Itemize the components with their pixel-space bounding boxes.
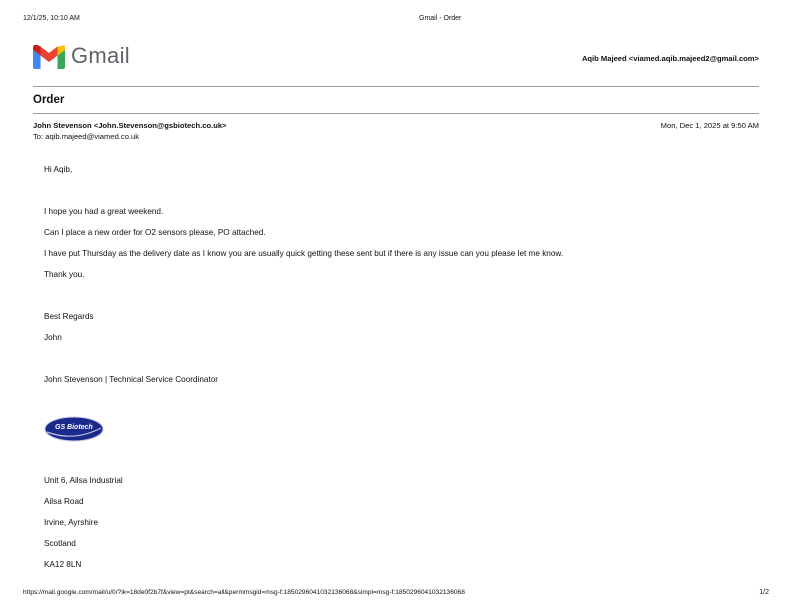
message-line: I hope you had a great weekend. — [44, 207, 164, 216]
sign-name: John — [44, 333, 62, 342]
account-label: Aqib Majeed <viamed.aqib.majeed2@gmail.com> — [581, 54, 759, 63]
address-line: Unit 6, Ailsa Industrial — [44, 476, 123, 485]
address-line: Ailsa Road — [44, 497, 84, 506]
gs-biotech-logo-text: GS Biotech — [55, 424, 93, 431]
message-line: Can I place a new order for O2 sensors please, PO attached. — [44, 228, 266, 237]
print-datetime: 12/1/25, 10:10 AM — [23, 15, 80, 22]
gs-biotech-logo — [44, 416, 104, 442]
header-divider — [33, 86, 759, 87]
message-from: John Stevenson <John.Stevenson@gsbiotech.co.uk> — [33, 121, 227, 130]
message-to: To: aqib.majeed@viamed.co.uk — [33, 132, 140, 141]
gmail-m-icon — [33, 45, 65, 69]
message-greeting: Hi Aqib, — [44, 165, 73, 174]
message-line: I have put Thursday as the delivery date as I know you are usually quick getting these sent but if there is any issue can you please let me know. — [44, 249, 564, 258]
message-date: Mon, Dec 1, 2025 at 9:50 AM — [660, 121, 759, 130]
gmail-wordmark: Gmail — [71, 43, 130, 68]
address-line: KA12 8LN — [44, 560, 82, 569]
subject-divider — [33, 113, 759, 114]
subject-title: Order — [33, 94, 65, 106]
print-doc-title: Gmail - Order — [419, 15, 462, 22]
address-line: Irvine, Ayrshire — [44, 518, 98, 527]
message-line: Thank you. — [44, 270, 85, 279]
closing-text: Best Regards — [44, 312, 94, 321]
signature-title: John Stevenson | Technical Service Coordinator — [44, 375, 219, 384]
print-url: https://mail.google.com/mail/u/0/?ik=18de0f2b7f&view=pt&search=all&permmsgid=msg-f:1850296041032136068&simpl=msg-f:1850296041032136068 — [23, 589, 465, 596]
page-number: 1/2 — [759, 589, 769, 596]
address-line: Scotland — [44, 539, 76, 548]
